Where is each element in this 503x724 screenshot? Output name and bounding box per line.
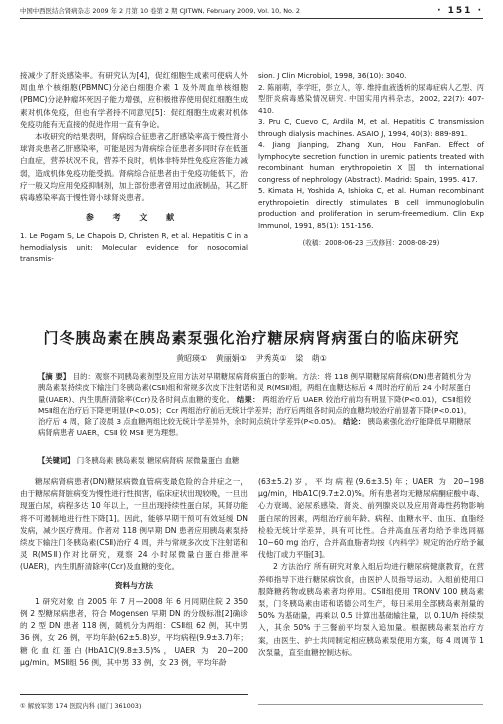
- lower-right-column: [258, 476, 484, 659]
- keywords: [38, 456, 471, 466]
- methods-paragraph: 1 研究对象 自 2005 年 7 月—2008 年 6 月同期住院 2 350 例 2 型糖尿病患者，符合 Mogensen 早期 DN 的分级标准[2]确诊的 2 型 DN 患者 118 例，随机分为两组：CSⅡ组 62 例，其中男 36 例，女 26 例，平均年龄(62±5.8)岁，平均病程(9.9±3.7)年；糖化血红蛋白(HbA1C)(9.8±3.5)%，UAER 为 20~200 μg/min。MSⅡ组 56 例，其中男 33 例，女 23 例，平均年龄: [20, 596, 248, 667]
- reference-item: 3. Pru C, Cuevo C, Ardila M, et al. Hepatitis C transmission through dialysis machines. ASAIO J, 1994, 40(3): 889-891.: [258, 117, 484, 138]
- reference-item: sion. J Clin Microbiol, 1998, 36(10): 3040.: [258, 71, 407, 80]
- keywords-label: 【关键词】: [38, 456, 75, 465]
- reference-item: 1. Le Pogam S, Le Chapois D, Christen R, et al. Hepatitis C in a hemodialysis unit: Molecular evidence for nosocomial transmis-: [20, 231, 248, 264]
- author-list: 黄昭瑛① 黄丽娟① 尹秀英① 梁 萌①: [176, 354, 327, 363]
- body-paragraph: (63±5.2)岁，平均病程(9.6±3.5)年；UAER 为 20~198 μg/min，HbA1C(9.7±2.0)%。所有患者均无糖尿病酮症酸中毒、心力衰竭、泌尿系感染、肾炎、前列腺炎以及应用肾毒性药物影响蛋白尿的因素，两组治疗前年龄、病程、血糖水平、血压、血脂经检验无统计学差异，具有可比性。合并高血压者均给予非选同福 10~60 mg 治疗，合并高血脂者均按《内科学》规定的治疗给予氟伐他汀或力平脂[3]。: [258, 477, 484, 560]
- affiliation-footnote: ① 解放军第 174 医院内科 (厦门 361003): [20, 694, 248, 710]
- abstract-label: 【摘 要】: [38, 372, 71, 381]
- body-paragraph: 接减少了肝炎感染率。有研究认为[4]，促红细胞生成素可使病人外周血单个核细胞(PBMNC)分泌白细胞介素 1 及外周血单核细胞(PBMC)分泌肿瘤坏死因子能力增强，应积极推荐使用促红细胞生成素对机体免疫，但也有学者持不同意见[5]：促红细胞生成素对机体免疫功能有无直接的促进作用一直有争论。: [20, 71, 248, 129]
- result-label: 结果：: [236, 394, 260, 404]
- intro-paragraph: 糖尿病肾病患者(DN)糖尿病微血管病变最危险的合并症之一，由于糖尿病肾脏病变为慢性进行性损害，临床症状出现较晚，一旦出现蛋白尿，病程多达 10 年以上，一旦出现持续性蛋白尿，其肾功能将不可遏制地进行性下降[1]。因此，能够早期干预可有效延缓 DN 发病，减少医疗费用。作者对 118 例早期 DN 患者应用胰岛素泵持续皮下输注门冬胰岛素(CSⅡ)治疗 4 周，并与常规多次皮下注射诺和灵 R(MSⅡ)作对比研究，观察 24 小时尿微量白蛋白排泄率(UAER)，内生肌酐清除率(Ccr)及血糖的变化。: [20, 477, 248, 572]
- section-heading: 资料与方法: [115, 580, 153, 590]
- keywords-text: 门冬胰岛素 胰岛素泵 糖尿病肾病 尿微量蛋白 血糖: [76, 456, 240, 465]
- received-dates: (收稿：2008-06-23 三改修回：2008-08-29): [302, 239, 440, 247]
- journal-citation: 中国中西医结合肾病杂志 2009 年 2 月第 10 卷第 2 期 CJITWN, February 2009, Vol. 10, No. 2: [20, 7, 300, 15]
- conclusion-label: 结论：: [343, 417, 366, 427]
- body-paragraph: 2 方法治疗 所有研究对象入组后均进行糖尿病健康教育，在营养师指导下进行糖尿病饮食，由医护人员指导运动。入组前使用口服降糖药物或胰岛素者均停用。CSⅡ组使用 TRONV 100 胰岛素泵，门冬胰岛素由诺和诺德公司生产，每日采用全部胰岛素剂量的 50% 为基础量，再乘以 0.5 计算出基础输注量，以 0.1U/h 持续泵入，其余 50% 于三餐前平均泵入追加量。根据胰岛素泵治疗方案，由医生、护士共同制定相应胰岛素泵使用方案，每 4 周调节 1 次泵量，直至血糖控制达标。: [258, 562, 484, 657]
- reference-item: 2. 陈丽萌，李学旺，彭立人，等. 维持血液透析的尿毒症病人乙型、丙型肝炎病毒感染情况研究. 中国实用内科杂志，2002, 22(7): 407-410.: [258, 82, 484, 115]
- result-text: 两组治疗后 UAER 较治疗前均有明显下降(P<0.01)，CSⅡ组较 MSⅡ组在治疗后下降更明显(P<0.05)；Ccr 两组治疗前后无统计学差异；治疗后两组各时间点的血糖均较治疗前显著下降(P<0.01)，治疗后 4 周，除了凌晨 3 点血糖两组比较无统计学差异外，余时间点统计学差异(P<0.05)。: [38, 394, 471, 427]
- upper-right-column: [258, 70, 484, 249]
- article-title: 门冬胰岛素在胰岛素泵强化治疗糖尿病肾病蛋白的临床研究: [43, 329, 460, 347]
- page-number: · 151 ·: [437, 6, 483, 16]
- running-header: [20, 4, 483, 19]
- conclusion-text: 胰岛素强化治疗能降低早期糖尿病肾病患者 UAER，CSⅡ 较 MSⅡ 更为理想。: [38, 417, 472, 438]
- body-paragraph: 本收研究的结果表明，肾病综合征患者乙肝感染率高于慢性肾小球肾炎患者乙肝感染率，可能是因为肾病综合征患者多同时存在低蛋白血症，营养状况不良，营养不良时，机体非特异性免疫应答能力减弱，造成机体免疫功能受损。肾病综合征患者由于免疫功能低下，治疗一般又均应用免疫抑制剂，加上部份患者曾用过血液制品，其乙肝病毒感染率高于慢性肾小球肾炎患者。: [20, 132, 248, 203]
- lower-left-column: [20, 476, 248, 669]
- references-heading: 参 考 文 献: [85, 213, 183, 223]
- abstract: [38, 371, 471, 439]
- abstract-text: 目的：观察不同胰岛素剂型及应用方法对早期糖尿病肾病蛋白的影响。方法：将 118 例早期糖尿病肾病(DN)患者随机分为胰岛素泵持续皮下输注门冬胰岛素(CSⅡ)组和常规多次皮下注射诺和灵 R(MSⅡ)组，两组在血糖达标后 4 周时治疗前后 24 小时尿蛋白量(UAER)、内生肌酐清除率(Ccr)及各时间点血糖的变化。: [38, 372, 471, 404]
- footer-rule: [258, 704, 483, 705]
- reference-item: 4. Jiang Jianping, Zhang Xun, Hou FanFan. Effect of lymphocyte secretion function in uremic patients treated with recombinant human erythropoietin X 国 th international congress of nephrology (Abstract). Madrid: Spain, 1995. 417.: [258, 140, 484, 184]
- upper-left-column: [20, 70, 248, 265]
- reference-item: 5. Kimata H, Yoshida A, Ishioka C, et al. Human recombinant erythropoietin directly stimulates B cell immunoglobulin production and proliferation in serum-freemedium. Clin Exp Immunol, 1991, 85(1): 151-156.: [258, 186, 484, 230]
